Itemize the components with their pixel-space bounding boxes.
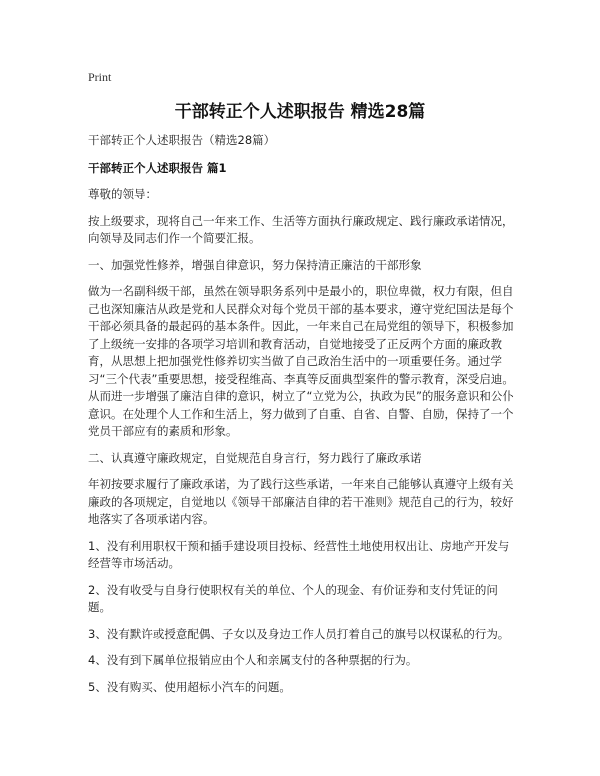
document-title: 干部转正个人述职报告 精选28篇 xyxy=(174,102,426,122)
document-subtitle: 干部转正个人述职报告（精选28篇） xyxy=(88,133,276,147)
body-paragraph-2: 年初按要求履行了廉政承诺，为了践行这些承诺，一年来自己能够认真遵守上级有关廉政的各项规定，自觉地以《领导干部廉洁自律的若干准则》规范自己的行为，较好地落实了各项承诺内容。 xyxy=(88,477,514,526)
list-item-2: 2、没有收受与自身行使职权有关的单位、个人的现金、有价证券和支付凭证的问题。 xyxy=(88,582,498,614)
list-item-5: 5、没有购买、使用超标小汽车的问题。 xyxy=(88,679,291,694)
body-paragraph-1: 做为一名副科级干部，虽然在领导职务系列中是最小的，职位卑微，权力有限，但自己也深知廉洁从政是党和人民群众对每个党员干部的基本要求，遵守党纪国法是每个干部必须具备的最起码的基本条件。因此，一年来自己在局党组的领导下，积极参加了上级统一安排的各项学习培训和教育活动，自觉地接受了正反两个方面的廉政教育，从思想上把加强党性修养切实当做了自己政治生活中的一项重要任务。通过学习“三个代表”重要思想，接受程维高、李真等反面典型案件的警示教育，深受启迪。从而进一步增强了廉洁自律的意识，树立了“立党为公，执政为民”的服务意识和公仆意识。在处理个人工作和生活上，努力做到了自重、自省、自警、自励，保持了一个党员干部应有的素质和形象。 xyxy=(88,284,514,438)
document-body xyxy=(88,132,514,705)
section-heading: 干部转正个人述职报告 篇1 xyxy=(88,160,227,175)
subheading-2: 二、认真遵守廉政规定，自觉规范自身言行，努力践行了廉政承诺 xyxy=(88,450,422,465)
salutation: 尊敬的领导： xyxy=(88,187,157,201)
subheading-1: 一、加强党性修养，增强自律意识，努力保持清正廉洁的干部形象 xyxy=(88,257,422,272)
intro-paragraph: 按上级要求，现将自己一年来工作、生活等方面执行廉政规定、践行廉政承诺情况，向领导及同志们作一个简要汇报。 xyxy=(88,213,514,245)
list-item-1: 1、没有利用职权干预和插手建设项目投标、经营性土地使用权出让、房地产开发与经营等市场活动。 xyxy=(88,538,510,570)
list-item-3: 3、没有默许或授意配偶、子女以及身边工作人员打着自己的旗号以权谋私的行为。 xyxy=(88,626,510,641)
print-link[interactable]: Print xyxy=(88,70,112,84)
list-item-4: 4、没有到下属单位报销应由个人和亲属支付的各种票据的行为。 xyxy=(88,653,418,667)
